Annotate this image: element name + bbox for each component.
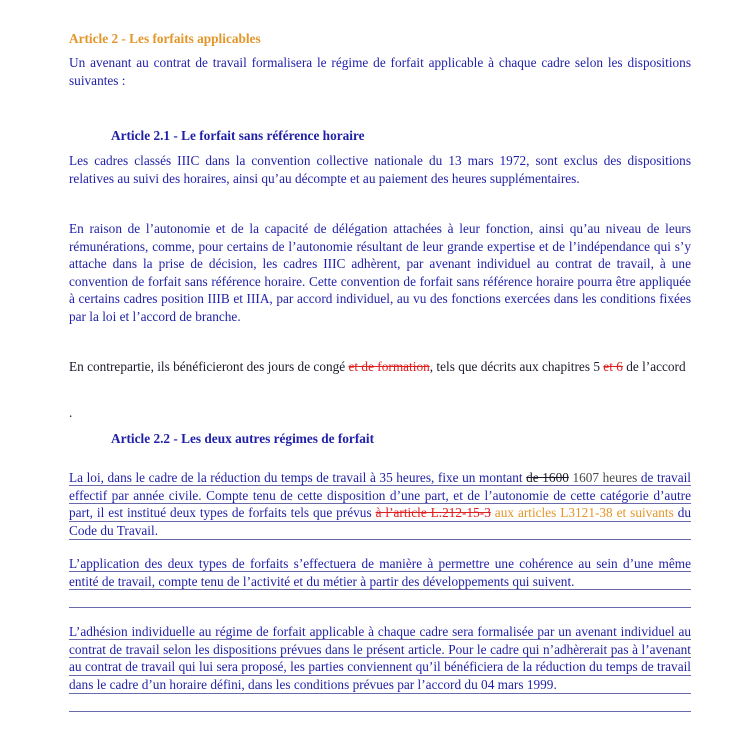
deleted-text: de 1600	[526, 470, 569, 485]
article-2-2-paragraph-3: L’adhésion individuelle au régime de forfait applicable à chaque cadre sera formalisée par un avenant individuel au contrat de travail selon les dispositions prévues dans le présent article. Pour le cadre qui n’adhèrerait pas à l’avenant au contrat de travail qui lui sera proposé, les parties conviennent qu’il bénéficiera de la réduction du temps de travail dans le cadre d’un horaire défini, dans les conditions prévues par l’accord du 04 mars 1999.	[69, 624, 691, 692]
text-run: de l’accord	[622, 359, 686, 374]
line-rule	[69, 485, 691, 486]
article-2-title: Article 2 - Les forfaits applicables	[69, 31, 261, 46]
line-rule	[69, 607, 691, 608]
line-rule	[69, 711, 691, 712]
article-2-1-title: Article 2.1 - Le forfait sans référence horaire	[111, 128, 365, 143]
text-run: En contrepartie, ils bénéficieront des jours de congé	[69, 359, 349, 374]
text-run: La loi, dans le cadre de la réduction du temps de travail à 35 heures, fixe un montant	[69, 470, 527, 485]
line-rule	[69, 571, 691, 572]
line-rule	[69, 521, 691, 522]
line-rule	[69, 589, 691, 590]
text-run: du Code du Travail.	[69, 505, 691, 538]
line-rule	[69, 657, 691, 658]
line-rule	[69, 539, 691, 540]
inserted-text: 1607 heures	[568, 470, 638, 485]
line-rule	[69, 693, 691, 694]
article-2-2-title: Article 2.2 - Les deux autres régimes de forfait	[111, 431, 375, 446]
text-run: , tels que décrits aux chapitres 5	[429, 359, 604, 374]
text-run: de travail effectif par année civile. Compte tenu de cette disposition d’une part, et de l’autonomie de cette catégorie d’autre part, il est institué deux types de forfaits tels que prévus	[69, 470, 691, 521]
article-2-2-paragraph-1	[69, 469, 691, 539]
article-2-1-paragraph-2: En raison de l’autonomie et de la capacité de délégation attachées à leur fonction, ainsi qu’au niveau de leurs rémunérations, comme, pour certains de l’autonomie résultant de leur grande expertise et de l’indépendance qui s’y attache dans la prise de décision, les cadres IIIC adhèrent, par avenant individuel au contrat de travail, à une convention de forfait sans référence horaire. Cette convention de forfait sans référence horaire pourra être appliquée à certains cadres position IIIB et IIIA, par accord individuel, au vu des fonctions exercées dans les conditions fixées par la loi et l’accord de branche.	[69, 221, 691, 324]
article-2-1-paragraph-3	[69, 358, 691, 376]
article-2-1-paragraph-1: Les cadres classés IIIC dans la convention collective nationale du 13 mars 1972, sont exclus des dispositions relatives au suivi des horaires, ainsi qu’au décompte et au paiement des heures supplémentaires.	[69, 153, 691, 186]
line-rule	[69, 503, 691, 504]
line-rule	[69, 675, 691, 676]
stray-dot: .	[69, 405, 73, 420]
line-rule	[69, 639, 691, 640]
deleted-text: et 6	[603, 359, 623, 374]
article-2-2-paragraph-2: L’application des deux types de forfaits s’effectuera de manière à permettre une cohérence au sein d’une même entité de travail, compte tenu de l’activité et du métier à partir des développements qui suivent.	[69, 556, 691, 589]
article-2-intro: Un avenant au contrat de travail formalisera le régime de forfait applicable à chaque cadre selon les dispositions suivantes :	[69, 55, 691, 88]
deleted-text: et de formation	[348, 359, 430, 374]
inserted-text: aux articles L3121-38 et suivants	[490, 505, 674, 521]
deleted-text: à l’article L.212-15-3	[375, 505, 491, 521]
